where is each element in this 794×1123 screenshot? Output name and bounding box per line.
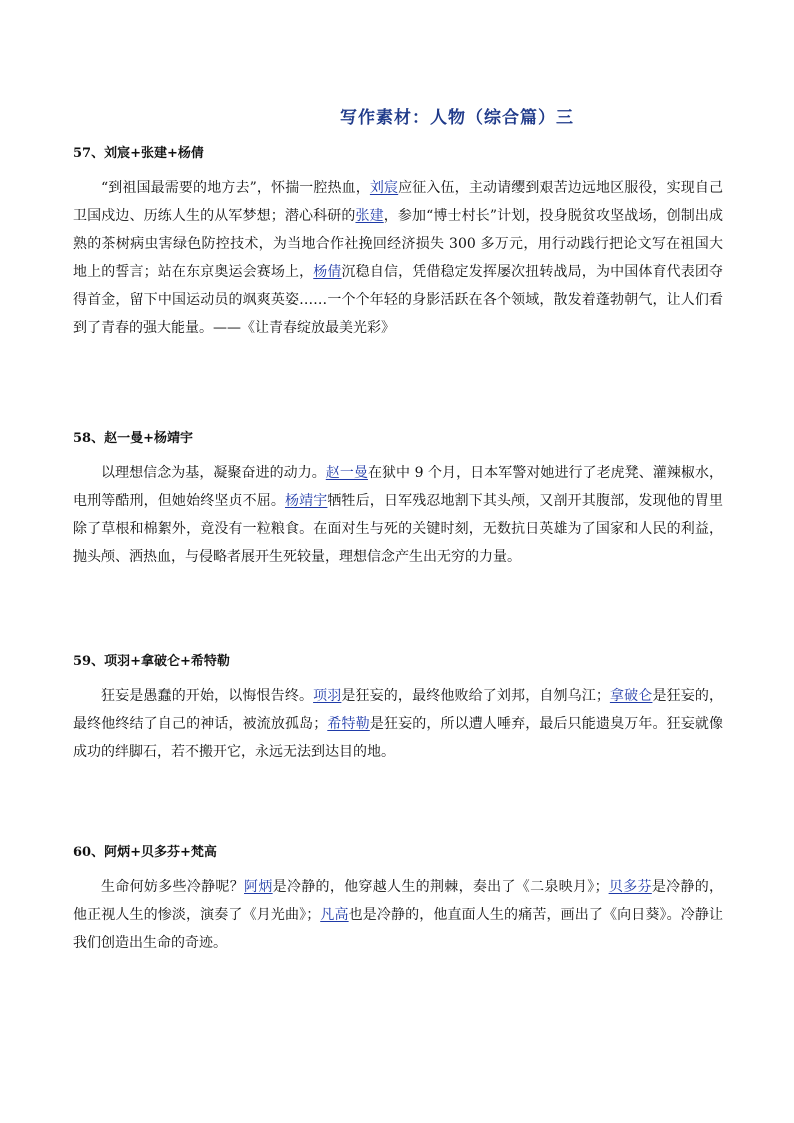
- person-name: 项羽: [313, 688, 342, 704]
- paragraph-text: 是冷静的，他正视人生的惨淡，演奏了《月光曲》；: [73, 879, 724, 923]
- paragraph-text: 以理想信念为基，凝聚奋进的动力。: [101, 465, 326, 481]
- section-heading: 60、阿炳+贝多芬+梵高: [73, 845, 217, 860]
- paragraph-text: 也是冷静的，他直面人生的痛苦，画出了《向日葵》。冷静让我们创造出生命的奇迹。: [73, 907, 724, 951]
- paragraph-text: 生命何妨多些冷静呢？: [101, 879, 245, 895]
- paragraph-text: 是狂妄的，最终他终结了自己的神话，被流放孤岛；: [73, 688, 724, 732]
- paragraph-text: ，参加“博士村长”计划，投身脱贫攻坚战场，创制出成熟的茶树病虫害绿色防控技术，为当地合作社挽回经济损失 300 多万元，用行动践行把论文写在祖国大地上的誓言；站在东京奥运会赛场上，: [73, 208, 723, 280]
- section-paragraph: [73, 873, 723, 957]
- section-heading: 59、项羽+拿破仑+希特勒: [73, 654, 230, 669]
- paragraph-text: 是狂妄的，最终他败给了刘邦，自刎乌江；: [341, 688, 610, 704]
- section-heading: 58、赵一曼+杨靖宇: [73, 431, 193, 446]
- person-name: 贝多芬: [608, 879, 652, 895]
- person-name: 拿破仑: [609, 688, 653, 704]
- section-paragraph: [73, 459, 723, 571]
- paragraph-text: 在狱中 9 个月，日本军警对她进行了老虎凳、灌辣椒水，电刑等酷刑，但她始终坚贞不屈。: [73, 465, 724, 509]
- section-heading: 57、刘宸+张建+杨倩: [73, 146, 204, 161]
- paragraph-text: 狂妄是愚蠢的开始，以悔恨告终。: [101, 688, 314, 704]
- person-name: 杨倩: [313, 264, 342, 280]
- page-title: 写作素材：人物（综合篇）三: [340, 108, 574, 128]
- section-paragraph: [73, 174, 723, 342]
- section-paragraph: [73, 682, 723, 766]
- section-57: [73, 146, 723, 342]
- section-59: [73, 654, 723, 766]
- paragraph-text: “到祖国最需要的地方去”，怀揣一腔热血，: [101, 180, 370, 196]
- person-name: 阿炳: [244, 879, 273, 895]
- section-58: [73, 431, 723, 571]
- section-60: [73, 845, 723, 957]
- person-name: 希特勒: [327, 716, 370, 732]
- person-name: 凡高: [320, 907, 349, 923]
- paragraph-text: 沉稳自信，凭借稳定发挥屡次扭转战局，为中国体育代表团夺得首金，留下中国运动员的飒爽英姿……一个个年轻的身影活跃在各个领域，散发着蓬勃朝气，让人们看到了青春的强大能量。——《让青春绽放最美光彩》: [73, 264, 724, 336]
- person-name: 张建: [355, 208, 384, 224]
- paragraph-text: 是冷静的，他穿越人生的荆棘，奏出了《二泉映月》；: [272, 879, 609, 895]
- paragraph-text: 是狂妄的，所以遭人唾弃，最后只能遗臭万年。狂妄就像成功的绊脚石，若不搬开它，永远无法到达目的地。: [73, 716, 724, 760]
- person-name: 赵一曼: [325, 465, 368, 481]
- paragraph-text: 牺牲后，日军残忍地割下其头颅，又剖开其腹部，发现他的胃里除了草根和棉絮外，竟没有一粒粮食。在面对生与死的关键时刻，无数抗日英雄为了国家和人民的利益，抛头颅、洒热血，与侵略者展开生死较量，理想信念产生出无穷的力量。: [73, 493, 724, 565]
- person-name: 刘宸: [369, 180, 399, 196]
- person-name: 杨靖宇: [285, 493, 328, 509]
- paragraph-text: 应征入伍，主动请缨到艰苦边远地区服役，实现自己卫国戍边、历练人生的从军梦想；潜心科研的: [73, 180, 724, 224]
